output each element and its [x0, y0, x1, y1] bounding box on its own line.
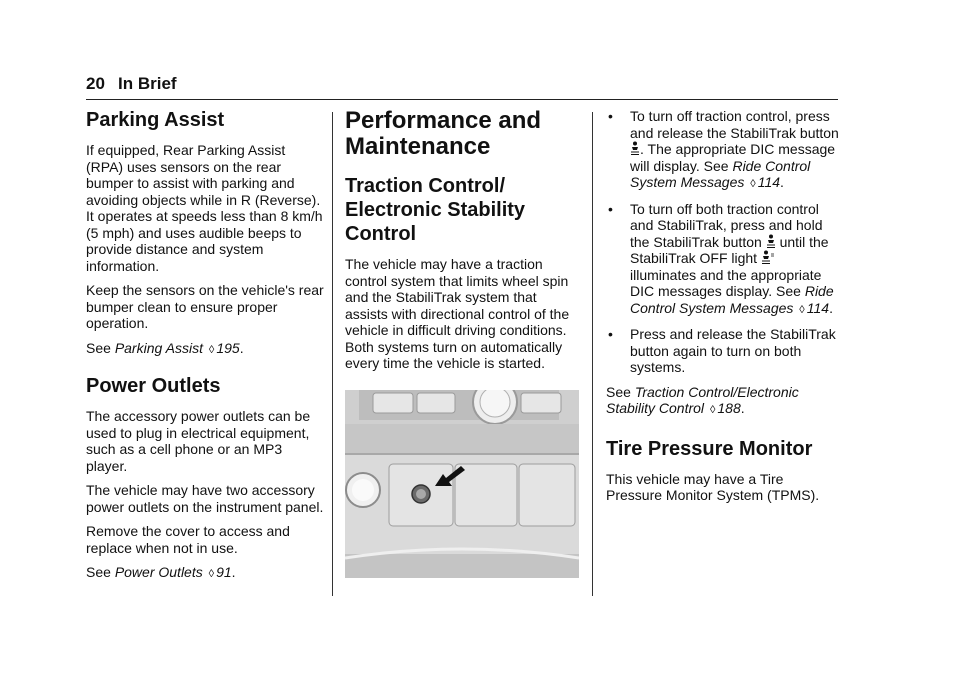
stabilitrak-off-icon: [766, 234, 776, 250]
column-divider-1: [332, 112, 333, 596]
ride-control-link[interactable]: Ride Control System Messages: [630, 283, 834, 316]
parking-assist-para-1: If equipped, Rear Parking Assist (RPA) uses sensors on the rear bumper to assist with parking and avoiding objects while in R (Reverse). It operates at speeds less than 8 km/h (5 mph) and uses audible beeps to provide distance and system information.: [86, 142, 323, 274]
stabilitrak-off-icon: [630, 141, 640, 157]
tpms-heading: Tire Pressure Monitor: [606, 437, 813, 460]
parking-assist-para-2: Keep the sensors on the vehicle's rear bumper clean to ensure proper operation.: [86, 282, 324, 331]
parking-assist-page[interactable]: 195: [216, 339, 240, 356]
traction-para: The vehicle may have a traction control system that limits wheel spin and the StabiliTrak system that assists with directional control of the vehicle in difficult driving conditions. Both systems turn on automatically every time the vehicle is started.: [345, 256, 570, 371]
bullet-item: • Press and release the StabiliTrak button again to turn on both systems.: [608, 326, 836, 375]
ride-control-page[interactable]: 114: [806, 299, 830, 316]
xref-icon: ◊: [709, 404, 716, 416]
traction-control-page[interactable]: 188: [717, 400, 741, 416]
power-outlets-para-2: The vehicle may have two accessory power outlets on the instrument panel.: [86, 482, 324, 515]
xref-icon: ◊: [799, 303, 805, 316]
xref-icon: ◊: [750, 178, 756, 190]
ride-control-link[interactable]: Ride Control System Messages: [630, 157, 811, 190]
xref-icon: ◊: [208, 343, 215, 356]
ride-control-page[interactable]: 114: [757, 174, 781, 190]
traction-heading: Traction Control/ Electronic Stability Control: [345, 175, 526, 245]
section-title: In Brief: [118, 74, 177, 93]
stabilitrak-off-light-icon: [761, 250, 775, 266]
control-panel-photo: [345, 390, 579, 578]
parking-assist-heading: Parking Assist: [86, 109, 225, 131]
column-1: [86, 108, 326, 591]
page-number: 20: [86, 74, 105, 93]
column-divider-2: [592, 112, 593, 596]
chapter-heading: Performance and Maintenance: [345, 107, 542, 160]
page-header: [86, 74, 838, 100]
xref-icon: ◊: [208, 568, 215, 580]
parking-assist-link[interactable]: Parking Assist: [114, 339, 203, 356]
traction-control-link[interactable]: Traction Control/Electronic Stability Control: [606, 383, 799, 416]
tpms-para: This vehicle may have a Tire Pressure Monitor System (TPMS).: [606, 470, 820, 503]
power-outlets-link[interactable]: Power Outlets: [114, 564, 203, 580]
bullet-item: • To turn off traction control, press and release the StabiliTrak button . The appropriate DIC message will display. See Ride Control System Messages ◊ 114.: [608, 108, 839, 190]
power-outlets-heading: Power Outlets: [86, 375, 221, 397]
column-2: [345, 108, 579, 578]
parking-assist-see: See Parking Assist ◊ 195.: [86, 339, 244, 356]
traction-see: See Traction Control/Electronic Stability Control ◊ 188.: [606, 383, 799, 416]
bullet-item: • To turn off both traction control and StabiliTrak, press and hold the StabiliTrak button until the StabiliTrak OFF light illuminates and the appropriate DIC messages display. See Ride Control System Messages ◊ 114.: [608, 200, 834, 316]
power-outlets-page[interactable]: 91: [216, 564, 232, 580]
power-outlets-para-3: Remove the cover to access and replace when not in use.: [86, 523, 290, 556]
power-outlets-see: See Power Outlets ◊ 91.: [86, 564, 236, 580]
power-outlets-para-1: The accessory power outlets can be used to plug in electrical equipment, such as a cell phone or an MP3 player.: [86, 408, 311, 474]
column-3: [606, 108, 842, 512]
control-panel-illustration: [345, 390, 579, 578]
